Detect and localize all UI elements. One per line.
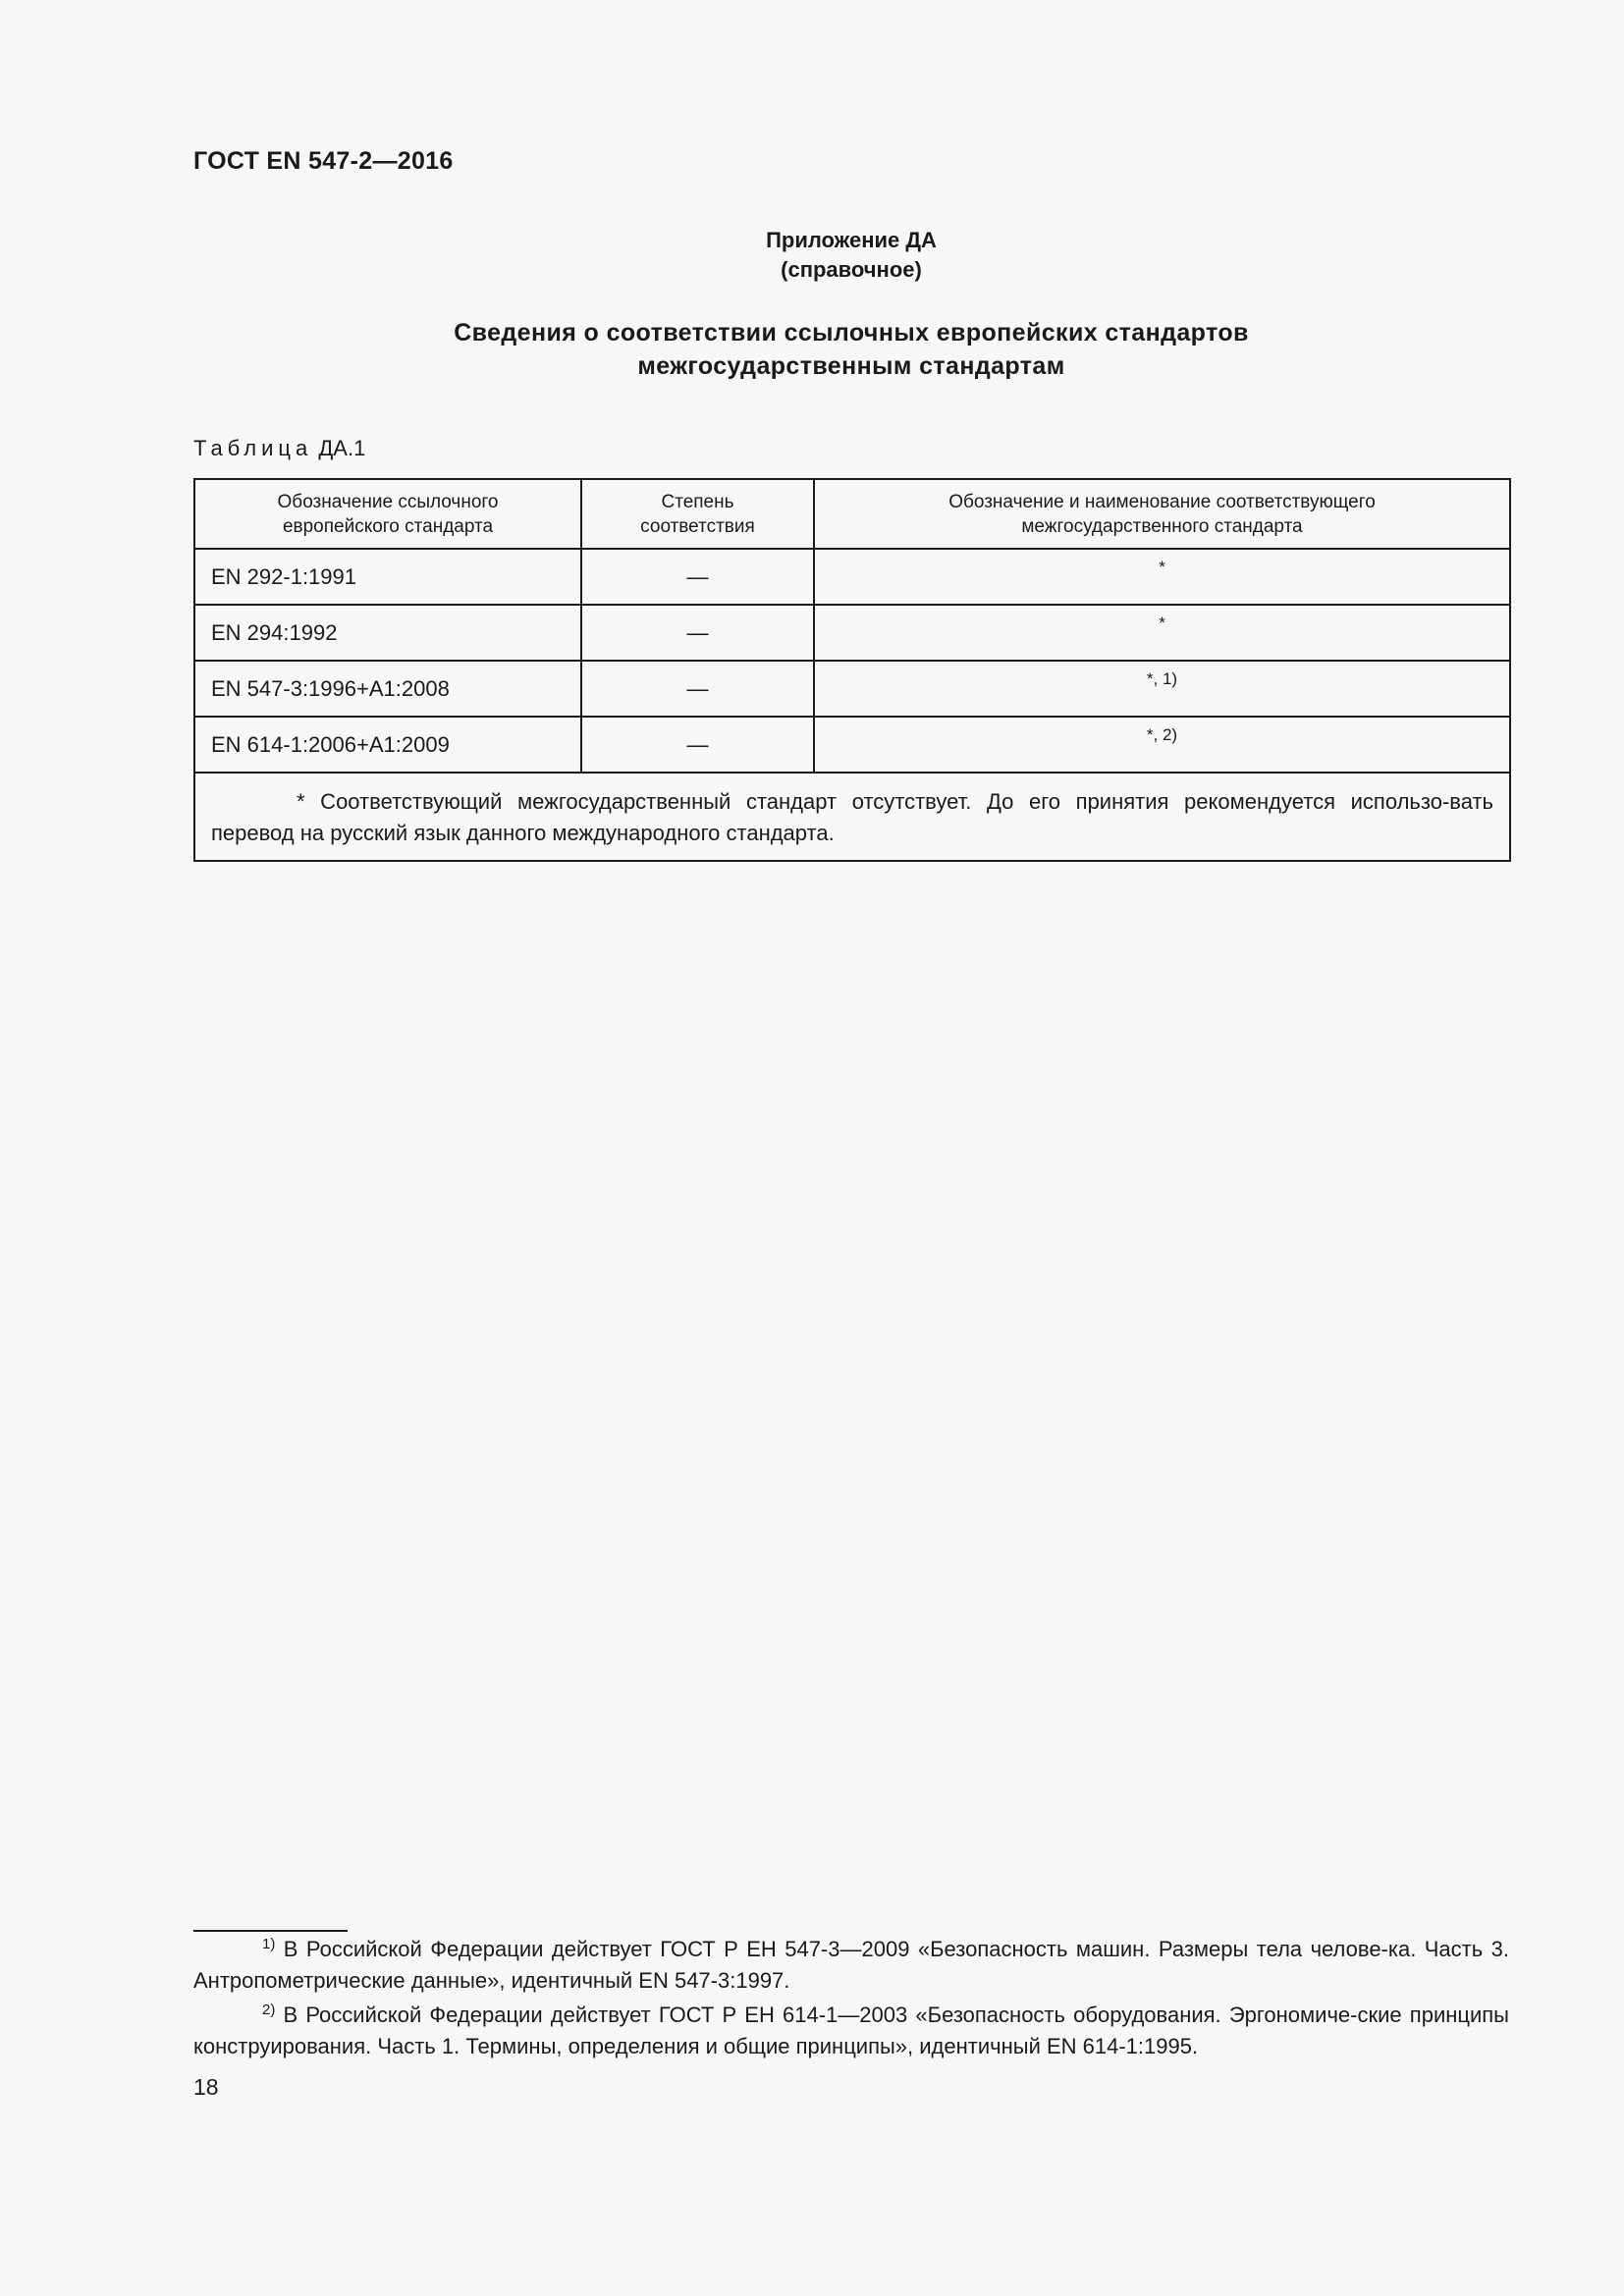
cell-gost: *, 2) [814, 717, 1510, 773]
table-row [194, 661, 1510, 717]
cell-degree: — [581, 661, 814, 717]
table-label-word: Таблица [193, 436, 313, 460]
footnote-separator [193, 1930, 348, 1932]
cell-degree: — [581, 605, 814, 661]
column-header-degree [581, 479, 814, 549]
table-note-row [194, 773, 1510, 861]
cell-designation: EN 294:1992 [194, 605, 581, 661]
footnote-2 [193, 2000, 1509, 2062]
table-row [194, 605, 1510, 661]
table-header-row [194, 479, 1510, 549]
table-row [194, 717, 1510, 773]
column-header-line: европейского стандарта [282, 515, 494, 537]
table-label-number: ДА.1 [318, 436, 366, 460]
footnote-mark: 2) [262, 2002, 276, 2018]
page-number: 18 [193, 2074, 219, 2100]
table-row [194, 549, 1510, 605]
column-header-line: межгосударственного стандарта [1021, 515, 1303, 537]
footnote-text: В Российской Федерации действует ГОСТ Р ЕН 614-1—2003 «Безопасность оборудования. Эргономиче-ские принципы конструирования. Часть 1. Термины, определения и общие принципы», идентичный EN 614-1:1995. [193, 2002, 1509, 2058]
cell-degree: — [581, 717, 814, 773]
footnote-text: В Российской Федерации действует ГОСТ Р ЕН 547-3—2009 «Безопасность машин. Размеры тела челове-ка. Часть 3. Антропометрические данные», идентичный EN 547-3:1997. [193, 1937, 1509, 1993]
footnote-mark: 1) [262, 1936, 276, 1952]
appendix-title-line-1: Сведения о соответствии ссылочных европейских стандартов [454, 319, 1249, 347]
column-header-gost [814, 479, 1510, 549]
appendix-title-line-2: межгосударственным стандартам [637, 352, 1065, 380]
cell-designation: EN 614-1:2006+A1:2009 [194, 717, 581, 773]
cell-gost: * [814, 605, 1510, 661]
table-label [193, 436, 365, 461]
column-header-designation [194, 479, 581, 549]
table-note: * Соответствующий межгосударственный стандарт отсутствует. До его принятия рекомендуется использо-вать перевод на русский язык данного международного стандарта. [194, 773, 1510, 861]
column-header-line: Обозначение ссылочного [277, 491, 499, 512]
appendix-type: (справочное) [781, 257, 922, 282]
footnote-1 [193, 1934, 1509, 1997]
appendix-label: Приложение ДА [766, 228, 937, 252]
cell-designation: EN 547-3:1996+A1:2008 [194, 661, 581, 717]
appendix-title [193, 316, 1509, 383]
cell-gost: * [814, 549, 1510, 605]
column-header-line: Степень [661, 491, 734, 512]
cell-designation: EN 292-1:1991 [194, 549, 581, 605]
cell-gost: *, 1) [814, 661, 1510, 717]
appendix-heading [193, 226, 1509, 285]
column-header-line: соответствия [640, 515, 755, 537]
standards-table [193, 478, 1511, 862]
column-header-line: Обозначение и наименование соответствующего [948, 491, 1376, 512]
document-code: ГОСТ EN 547-2—2016 [193, 147, 454, 175]
cell-degree: — [581, 549, 814, 605]
